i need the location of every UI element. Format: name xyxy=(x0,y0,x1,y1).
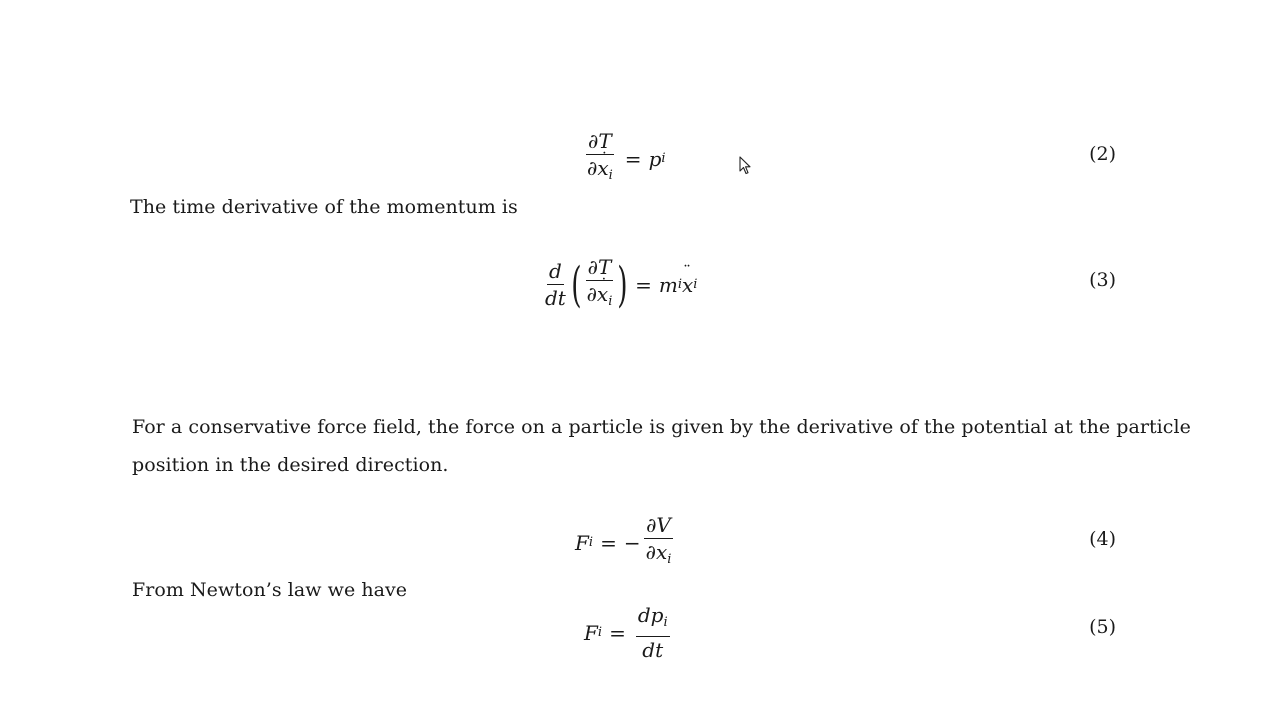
force-variable: F xyxy=(575,530,589,555)
paragraph-conservative-line-1: For a conservative force field, the force on a particle is given by the derivative of the potential at the particle xyxy=(132,416,1191,438)
minus-sign: − xyxy=(623,530,641,555)
x-dot-variable: ˙ x xyxy=(597,283,608,305)
equation-2 xyxy=(582,130,666,187)
equals-sign: = xyxy=(624,146,642,171)
subscript: i xyxy=(693,277,698,292)
equation-3-fraction xyxy=(585,256,615,313)
equation-3-number: (3) xyxy=(1089,269,1116,291)
equation-4-denominator xyxy=(644,539,674,571)
dp-variable: dp xyxy=(637,603,664,627)
left-paren: ( xyxy=(571,256,582,313)
equals-sign: = xyxy=(635,272,652,297)
dt-denominator: dt xyxy=(545,286,566,310)
paragraph-conservative-line-2: position in the desired direction. xyxy=(132,454,449,476)
equation-3-d-dt xyxy=(543,260,568,309)
equation-3-numerator: ∂T xyxy=(587,255,612,279)
mass-variable: m xyxy=(658,272,678,297)
equation-3-denominator xyxy=(585,281,615,313)
equation-5-fraction xyxy=(636,604,670,661)
equation-4-number: (4) xyxy=(1089,528,1116,550)
equation-2-denominator xyxy=(585,155,615,187)
equation-2-numerator: ∂T xyxy=(588,129,612,153)
subscript: i xyxy=(597,625,603,640)
paragraph-newton: From Newton’s law we have xyxy=(132,579,408,601)
subscript: i xyxy=(661,151,666,166)
equation-4-fraction xyxy=(644,514,674,571)
equation-5 xyxy=(584,604,673,661)
subscript: i xyxy=(663,615,668,630)
force-variable: F xyxy=(584,620,598,645)
partial-symbol: ∂ xyxy=(586,282,597,306)
x-ddot-variable: ¨ x xyxy=(682,273,693,297)
equals-sign: = xyxy=(609,620,626,645)
equation-5-denominator: dt xyxy=(642,638,664,662)
equation-4 xyxy=(575,514,676,571)
equation-3 xyxy=(540,256,697,313)
paragraph-time-derivative: The time derivative of the momentum is xyxy=(130,196,518,218)
mouse-pointer-icon xyxy=(739,156,751,176)
equation-2-number: (2) xyxy=(1089,143,1116,165)
x-dot-variable: ˙ x xyxy=(597,157,608,179)
subscript: i xyxy=(608,168,613,183)
subscript: i xyxy=(588,535,594,550)
d-numerator: d xyxy=(549,259,562,283)
equation-5-numerator xyxy=(636,604,670,637)
x-variable: x xyxy=(655,540,668,564)
right-paren: ) xyxy=(617,256,628,313)
equation-4-numerator: ∂V xyxy=(646,513,671,537)
momentum-variable: p xyxy=(648,146,662,171)
subscript: i xyxy=(667,552,672,567)
equation-2-fraction xyxy=(585,130,615,187)
subscript: i xyxy=(677,277,683,292)
equals-sign: = xyxy=(600,530,617,555)
equation-5-number: (5) xyxy=(1089,616,1116,638)
partial-symbol: ∂ xyxy=(645,540,656,564)
subscript: i xyxy=(608,294,613,309)
partial-symbol: ∂ xyxy=(587,156,598,180)
